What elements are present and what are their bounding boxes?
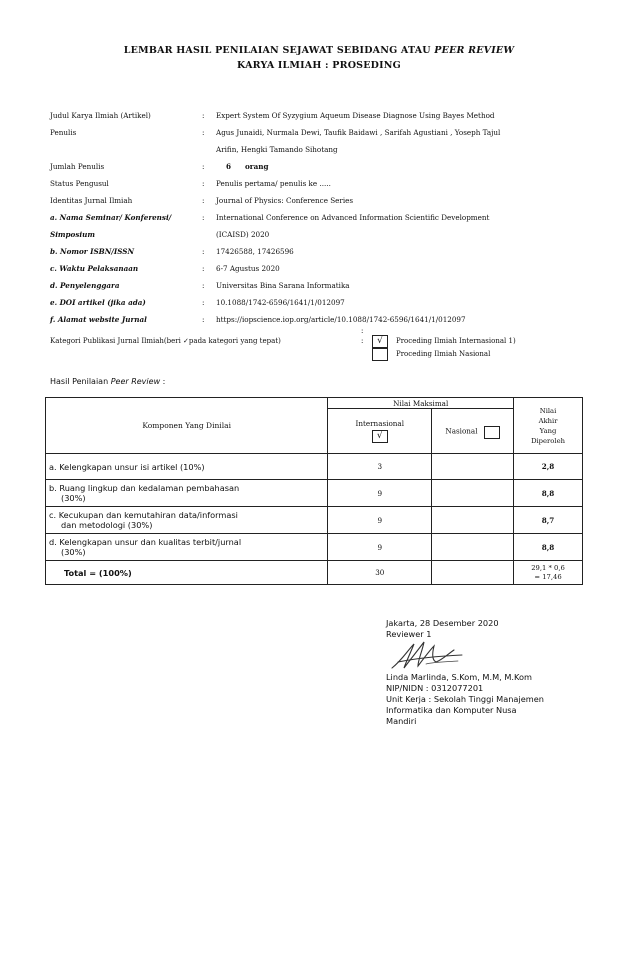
- website-label: f. Alamat website Jurnal: [50, 315, 147, 324]
- colon: :: [202, 281, 205, 290]
- penulis-value-line2: Arifin, Hengki Tamando Sihotang: [216, 145, 338, 154]
- colon: :: [202, 298, 205, 307]
- category-national-checkbox[interactable]: [372, 348, 388, 361]
- header-komponen: Komponen Yang Dinilai: [46, 398, 328, 454]
- category-colon: :: [361, 337, 364, 345]
- jumlah-unit: orang: [245, 162, 269, 171]
- nasional-checkbox[interactable]: [484, 426, 500, 439]
- hasil-label-suffix: :: [162, 377, 166, 386]
- seminar-value-line1: International Conference on Advanced Information Scientific Development: [216, 213, 490, 222]
- hasil-label: Hasil Penilaian: [50, 377, 109, 386]
- row-identitas: [50, 192, 590, 209]
- judul-label: Judul Karya Ilmiah (Artikel): [50, 111, 151, 120]
- signature-unit-line3: Mandiri: [386, 716, 417, 726]
- row-penyelenggara: [50, 277, 590, 294]
- colon: :: [202, 247, 205, 256]
- row-d-komponen: [46, 534, 328, 561]
- row-waktu: [50, 260, 590, 277]
- identity-section: [50, 107, 590, 328]
- signature-date: Jakarta, 28 Desember 2020: [386, 618, 499, 628]
- penyelenggara-value: Universitas Bina Sarana Informatika: [216, 281, 350, 290]
- total-akhir: [514, 561, 583, 585]
- colon: :: [202, 264, 205, 273]
- jumlah-value: 6: [226, 162, 232, 171]
- identitas-label: Identitas Jurnal Ilmiah: [50, 196, 133, 205]
- hasil-label-italic: Peer Review: [110, 377, 161, 386]
- colon: :: [202, 196, 205, 205]
- penulis-value-line1: Agus Junaidi, Nurmala Dewi, Taufik Baidawi , Sarifah Agustiani , Yoseph Tajul: [216, 128, 501, 137]
- status-value: Penulis pertama/ penulis ke .....: [216, 179, 331, 188]
- row-seminar: [50, 209, 590, 243]
- row-c-internasional: 9: [328, 507, 432, 534]
- header-internasional-label: Internasional: [355, 419, 405, 428]
- category-international-checkbox[interactable]: √: [372, 335, 388, 348]
- signature-unit-line1: Unit Kerja : Sekolah Tinggi Manajemen: [386, 694, 544, 704]
- row-website: [50, 311, 590, 328]
- header-akhir-line4: Diperoleh: [531, 436, 565, 445]
- seminar-value-line2: (ICAISD) 2020: [216, 230, 270, 239]
- doi-label: e. DOI artikel (jika ada): [50, 298, 146, 307]
- category-label: Kategori Publikasi Jurnal Ilmiah(beri ✓pada kategori yang tepat): [50, 337, 281, 345]
- row-b-komponen: [46, 480, 328, 507]
- table-row: [46, 480, 583, 507]
- colon: :: [202, 213, 205, 222]
- row-a-komponen: a. Kelengkapan unsur isi artikel (10%): [46, 454, 328, 480]
- row-doi: [50, 294, 590, 311]
- isbn-label: b. Nomor ISBN/ISSN: [50, 247, 135, 256]
- row-c-akhir: 8,7: [514, 507, 583, 534]
- score-table: [45, 397, 583, 585]
- hasil-heading: [50, 377, 165, 386]
- internasional-checkbox[interactable]: √: [372, 430, 388, 443]
- row-d-internasional: 9: [328, 534, 432, 561]
- colon: :: [202, 128, 205, 137]
- total-nasional: [432, 561, 514, 585]
- row-b-internasional: 9: [328, 480, 432, 507]
- row-judul: [50, 107, 590, 124]
- row-a-akhir: 2,8: [514, 454, 583, 480]
- row-penulis: [50, 124, 590, 158]
- row-a-nasional: [432, 454, 514, 480]
- row-jumlah: [50, 158, 590, 175]
- row-b-komponen-line1: b. Ruang lingkup dan kedalaman pembahasan: [49, 483, 240, 493]
- row-b-nasional: [432, 480, 514, 507]
- row-b-akhir: 8,8: [514, 480, 583, 507]
- isbn-value: 17426588, 17426596: [216, 247, 294, 256]
- waktu-label: c. Waktu Pelaksanaan: [50, 264, 139, 273]
- doi-value: 10.1088/1742-6596/1641/1/012097: [216, 298, 345, 307]
- website-value: https://iopscience.iop.org/article/10.1088/1742-6596/1641/1/012097: [216, 315, 466, 324]
- header-akhir-line3: Yang: [539, 426, 557, 435]
- header-nasional: [432, 409, 514, 454]
- header-internasional: [328, 409, 432, 454]
- total-akhir-line2: = 17,46: [534, 572, 562, 581]
- colon: :: [202, 315, 205, 324]
- table-total-row: [46, 561, 583, 585]
- signature-name: Linda Marlinda, S.Kom, M.M, M.Kom: [386, 672, 532, 682]
- header-nasional-label: Nasional: [445, 426, 478, 435]
- jumlah-label: Jumlah Penulis: [50, 162, 105, 171]
- total-label: Total = (100%): [46, 561, 328, 585]
- seminar-label-line1: a. Nama Seminar/ Konferensi/: [50, 213, 172, 222]
- row-c-komponen: [46, 507, 328, 534]
- category-colon-top: :: [361, 327, 364, 335]
- row-b-komponen-line2: (30%): [61, 493, 86, 503]
- signature-role: Reviewer 1: [386, 629, 432, 639]
- table-row: [46, 507, 583, 534]
- seminar-label-line2: Simposium: [50, 230, 95, 239]
- signature-block: [386, 618, 544, 727]
- category-international-label: Proceding Ilmiah Internasional 1): [396, 337, 516, 345]
- penulis-label: Penulis: [50, 128, 77, 137]
- total-internasional: 30: [328, 561, 432, 585]
- table-row: [46, 534, 583, 561]
- jumlah-value-wrap: [216, 158, 590, 175]
- identitas-value: Journal of Physics: Conference Series: [216, 196, 354, 205]
- header-nilai-akhir: [514, 398, 583, 454]
- colon: :: [202, 111, 205, 120]
- row-isbn: [50, 243, 590, 260]
- row-status: [50, 175, 590, 192]
- handwritten-signature-icon: [388, 638, 468, 672]
- row-d-akhir: 8,8: [514, 534, 583, 561]
- colon: :: [202, 162, 205, 171]
- header-akhir-line1: Nilai: [539, 406, 557, 415]
- colon: :: [202, 179, 205, 188]
- seminar-value: [216, 209, 590, 243]
- category-national-label: Proceding Ilmiah Nasional: [396, 350, 491, 358]
- title-main: LEMBAR HASIL PENILAIAN SEJAWAT SEBIDANG ATAU: [123, 45, 431, 56]
- title-line-1: [0, 45, 638, 56]
- header-akhir-line2: Akhir: [538, 416, 558, 425]
- penyelenggara-label: d. Penyelenggara: [50, 281, 120, 290]
- row-c-komponen-line2: dan metodologi (30%): [61, 520, 153, 530]
- row-d-komponen-line1: d. Kelengkapan unsur dan kualitas terbit/jurnal: [49, 537, 242, 547]
- status-label: Status Pengusul: [50, 179, 109, 188]
- title-italic: PEER REVIEW: [434, 45, 515, 56]
- row-c-komponen-line1: c. Kecukupan dan kemutahiran data/informasi: [49, 510, 238, 520]
- row-d-nasional: [432, 534, 514, 561]
- table-header-row: [46, 398, 583, 409]
- waktu-value: 6-7 Agustus 2020: [216, 264, 280, 273]
- header-nilai-maksimal: Nilai Maksimal: [328, 398, 514, 409]
- seminar-label: [50, 209, 200, 243]
- judul-value: Expert System Of Syzygium Aqueum Disease Diagnose Using Bayes Method: [216, 111, 495, 120]
- signature-unit-line2: Informatika dan Komputer Nusa: [386, 705, 517, 715]
- row-c-nasional: [432, 507, 514, 534]
- total-akhir-line1: 29,1 * 0,6: [531, 563, 565, 572]
- penulis-value: [216, 124, 590, 158]
- signature-nip: NIP/NIDN : 0312077201: [386, 683, 484, 693]
- row-a-internasional: 3: [328, 454, 432, 480]
- title-line-2: KARYA ILMIAH : PROSEDING: [237, 60, 401, 71]
- table-row: [46, 454, 583, 480]
- row-d-komponen-line2: (30%): [61, 547, 86, 557]
